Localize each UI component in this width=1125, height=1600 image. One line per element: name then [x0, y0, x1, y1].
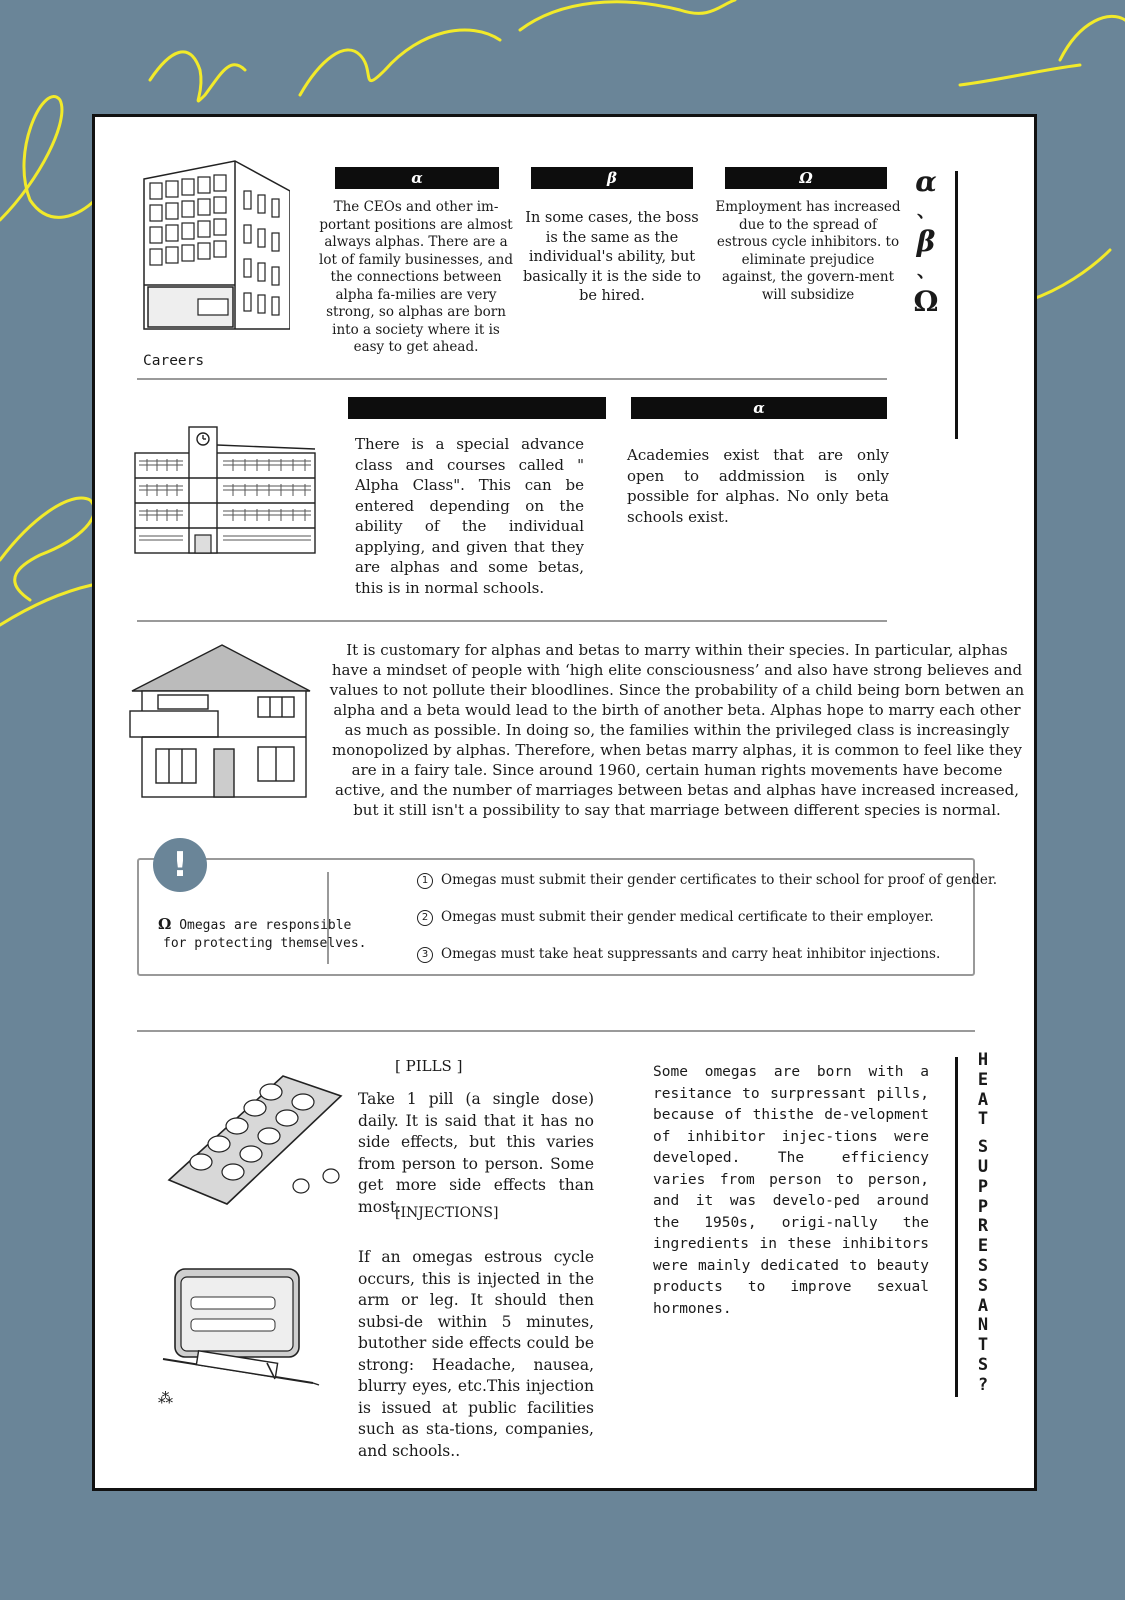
schools-left-text: There is a special advance class and courses called " Alpha Class". This can be entered depending on the ability of the individual applying, and given that they are alphas and some betas, this is in normal schools. [355, 435, 584, 597]
greek-column-rule [955, 171, 958, 439]
section-divider [137, 1030, 975, 1032]
office-building-illustration [140, 159, 290, 331]
careers-omega-text: Employment has increased due to the spread of estrous cycle inhibitors. to eliminate prejudice against, the govern-ment will subsidize [715, 199, 901, 303]
careers-alpha-text: The CEOs and other im-portant positions are almost always alphas. There are a lot of family businesses, and the connections between alpha fa-milies are very strong, so alphas are born into a society where it is easy to get ahead. [319, 199, 513, 355]
separator: 、 [917, 261, 935, 282]
vertical-title-letter: A [977, 1295, 989, 1316]
vertical-title-rule [955, 1057, 958, 1397]
marriage-text: It is customary for alphas and betas to marry within their species. In particular, alphas have a mindset of people with ‘high elite consciousness’ and also have strong believes and values to not pollute their bloodlines. Since the probability of a child being born betwen an alpha and a beta would lead to the birth of another beta. Alphas hope to marry each other as much as possible. In doing so, the families within the privileged class is increasingly monopolized by alphas. Therefore, when betas marry alphas, it is common to feel like they are in a fairy tale. Since around 1960, certain human rights movements have become active, and the number of marriages between betas and alphas have increased increased, but it still isn't a possibility to say that marriage between different species is normal. [329, 641, 1025, 819]
rule-text: Omegas must submit their gender medical certificate to their employer. [441, 909, 934, 925]
vertical-title-letter: E [977, 1236, 989, 1257]
vertical-title-letter: T [977, 1335, 989, 1356]
vertical-title-letter: P [977, 1176, 989, 1197]
careers-beta-header: β [531, 167, 693, 189]
vertical-title-letter: E [977, 1069, 989, 1090]
heat-suppressants-vertical-title [973, 1051, 993, 1396]
circled-number: 2 [417, 910, 433, 926]
notice-left-text [158, 915, 367, 953]
omega-symbol: Ω [158, 915, 172, 933]
circled-number: 3 [417, 947, 433, 963]
circled-number: 1 [417, 873, 433, 889]
vertical-title-letter: U [977, 1156, 989, 1177]
careers-label: Careers [143, 353, 205, 369]
rule-text: Omegas must take heat suppressants and carry heat inhibitor injections. [441, 946, 941, 962]
notice-text-line: for protecting themselves. [163, 936, 367, 951]
schools-right-header: α [631, 397, 887, 419]
vertical-title-letter: N [977, 1315, 989, 1336]
vertical-title-letter: A [977, 1089, 989, 1110]
careers-omega-header: Ω [725, 167, 887, 189]
schools-left-header [348, 397, 606, 419]
footnote-asterism: ⁂ [158, 1389, 173, 1407]
pills-title: [ PILLS ] [395, 1057, 463, 1075]
schools-right-text: Academies exist that are only open to addmission is only possible for alphas. No only beta schools exist. [627, 446, 889, 526]
resistance-text: Some omegas are born with a resitance to surpressant pills, because of thisthe de-velopment of inhibitor injec-tions were developed. The efficiency varies from person to person, and it was develo-ped around the 1950s, origi-nally the ingredients in these inhibitors were mainly dedicated to beauty products to improve sexual hormones. [653, 1064, 929, 1317]
exclamation-icon: ! [153, 838, 207, 892]
careers-beta-text: In some cases, the boss is the same as the individual's ability, but basically it is the side to be hired. [522, 210, 702, 304]
section-divider [137, 378, 887, 380]
vertical-title-letter: H [977, 1050, 989, 1070]
careers-alpha-header: α [335, 167, 499, 189]
pill-blister-pack-illustration [165, 1072, 345, 1207]
vertical-title-letter: S [977, 1354, 989, 1375]
injections-title: [INJECTIONS] [395, 1205, 499, 1221]
vertical-title-letter: S [977, 1275, 989, 1296]
rule-text: Omegas must submit their gender certificates to their school for proof of gender. [441, 872, 998, 888]
greek-symbol-column [913, 165, 939, 319]
omega-symbol: Ω [913, 285, 939, 318]
notice-rule-3 [417, 945, 940, 963]
alpha-symbol: α [915, 165, 937, 198]
vertical-title-letter: S [977, 1137, 989, 1158]
separator: 、 [917, 201, 935, 222]
document-page [92, 114, 1037, 1491]
section-divider [137, 620, 887, 622]
vertical-title-letter: R [977, 1216, 989, 1237]
vertical-title-letter: ? [977, 1374, 989, 1395]
beta-symbol: β [916, 225, 936, 258]
injection-kit-illustration [161, 1267, 321, 1393]
notice-text-line: Omegas are responsible [179, 918, 352, 933]
vertical-title-letter: S [977, 1255, 989, 1276]
notice-rule-2 [417, 908, 934, 926]
vertical-title-letter: P [977, 1196, 989, 1217]
vertical-title-letter: T [977, 1109, 989, 1130]
injections-text: If an omegas estrous cycle occurs, this is injected in the arm or leg. It should then subsi-de within 5 minutes, butother side effects could be strong: Headache, nausea, blurry eyes, etc.This injection is issued at public facilities such as sta-tions, companies, and schools.. [358, 1248, 594, 1460]
notice-rule-1 [417, 871, 997, 889]
school-building-illustration [133, 423, 319, 557]
house-illustration [128, 643, 314, 799]
pills-text: Take 1 pill (a single dose) daily. It is said that it has no side effects, but this varies from person to person. Some get more side effects than most. [358, 1090, 594, 1216]
